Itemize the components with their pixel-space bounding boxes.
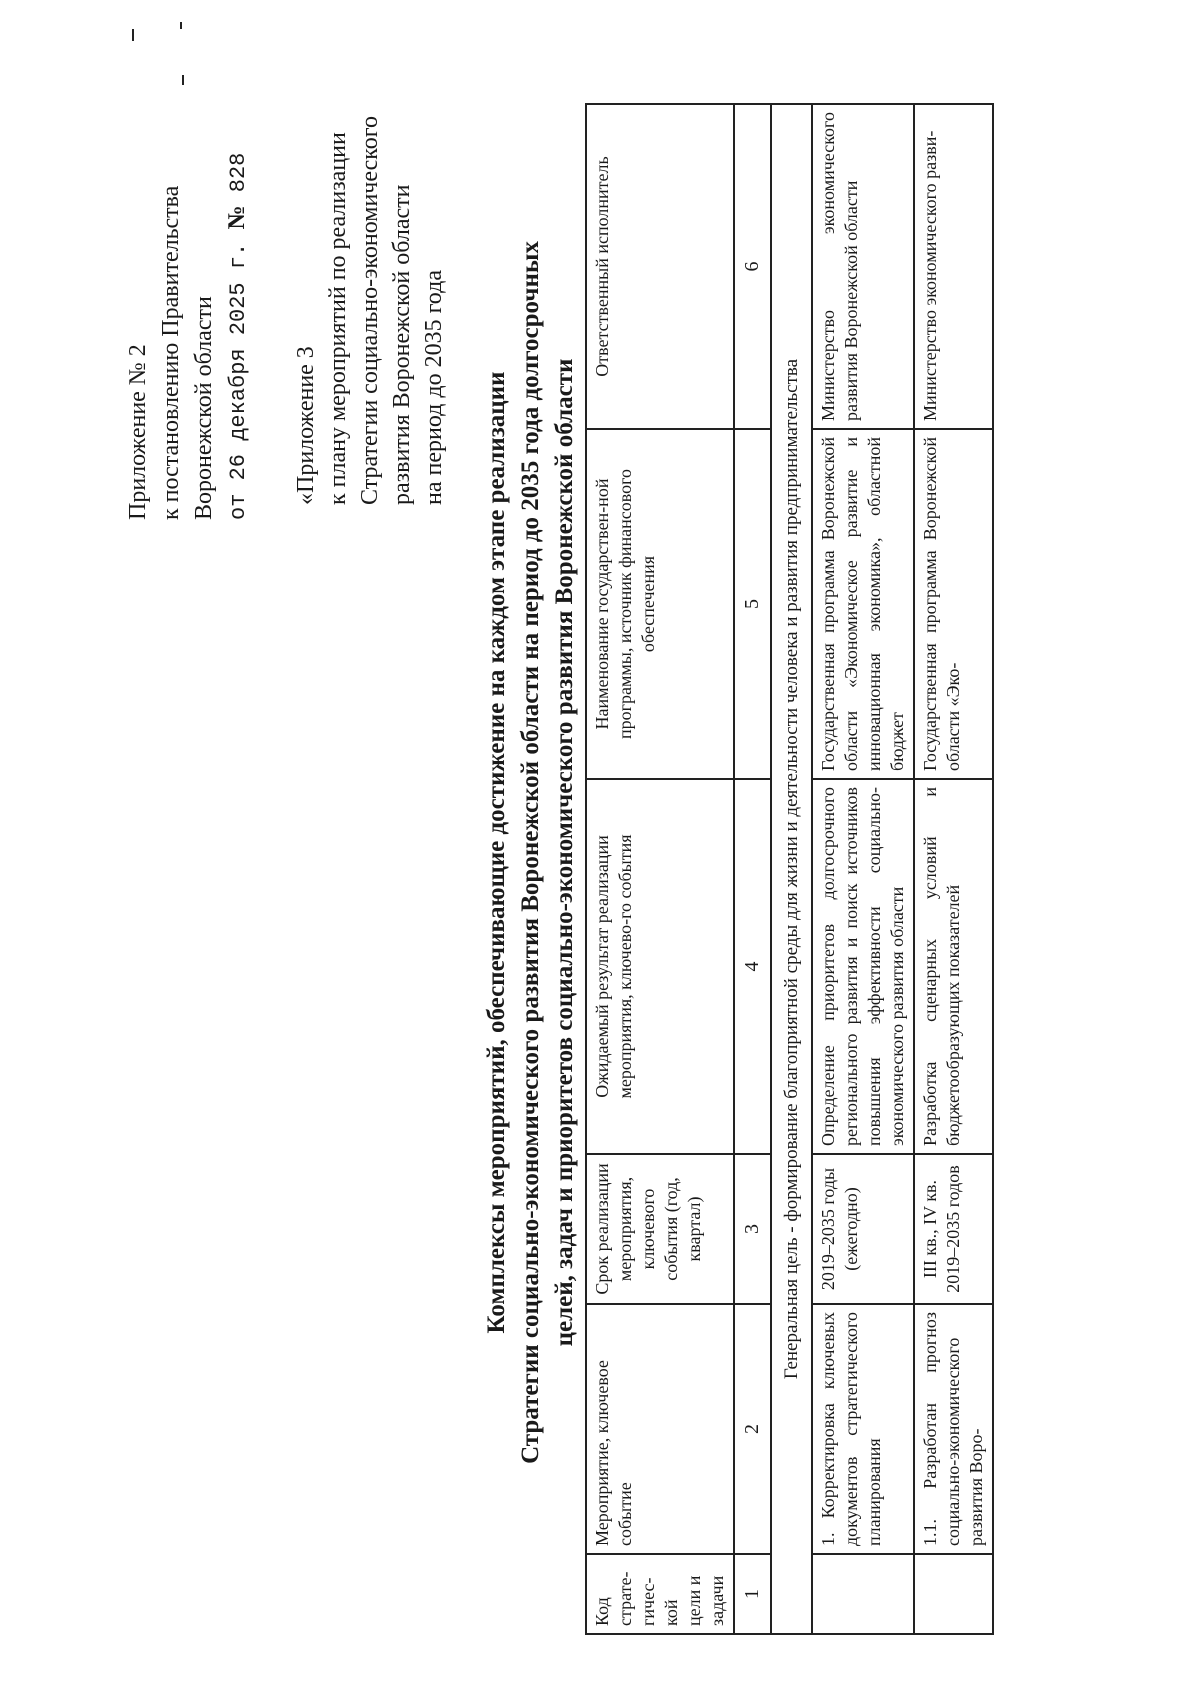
- title-line: Стратегии социально-экономического развития Воронежской области на период до 2035 года долгосрочных: [517, 241, 544, 1464]
- scan-mark: [182, 75, 184, 85]
- appendix-line: к постановлению Правительства: [158, 185, 184, 520]
- cell-executor: Министерство экономического развития Воронежской области: [812, 104, 914, 429]
- column-number: 2: [734, 1304, 771, 1554]
- cell-measure: 1. Корректировка ключевых документов стратегического планирования: [812, 1304, 914, 1554]
- prior-line: к плану мероприятий по реализации: [325, 132, 351, 505]
- column-number-row: [734, 104, 771, 1634]
- cell-result: Определение приоритетов долгосрочного регионального развития и поиск источников повышения эффективности социально-экономического развития области: [812, 779, 914, 1154]
- measures-table: [585, 103, 994, 1635]
- appendix-date: [221, 153, 255, 520]
- general-goal-row: [771, 104, 812, 1634]
- cell-term: III кв., IV кв. 2019–2035 годов: [914, 1154, 993, 1304]
- appendix-line: Приложение № 2: [125, 344, 151, 520]
- cell-program: Государственная программа Воронежской области «Экономическое развитие и инновационная экономика», областной бюджет: [812, 429, 914, 779]
- column-number: 6: [734, 104, 771, 429]
- title-line: целей, задач и приоритетов социально-экономического развития Воронежской области: [551, 358, 578, 1347]
- cell-measure: 1.1. Разработан прогноз социально-экономического развития Воро-: [914, 1304, 993, 1554]
- cell-term: 2019–2035 годы (ежегодно): [812, 1154, 914, 1304]
- cell-result: Разработка сценарных условий и бюджетообразующих показателей: [914, 779, 993, 1154]
- appendix-date-text: от 26 декабря 2025 г.: [226, 242, 251, 520]
- cell-code: [812, 1554, 914, 1634]
- header-code: Код страте-гичес-кой цели и задачи: [586, 1554, 734, 1634]
- prior-appendix-block: [290, 116, 450, 505]
- scan-mark: [180, 22, 182, 29]
- table-row: [914, 104, 993, 1634]
- appendix-line: Воронежской области: [191, 296, 217, 520]
- header-row: [586, 104, 734, 1634]
- header-term: Срок реализации мероприятия, ключевого события (год, квартал): [586, 1154, 734, 1304]
- scan-mark: [132, 29, 134, 41]
- prior-line: на период до 2035 года: [421, 270, 447, 505]
- cell-program: Государственная программа Воронежской области «Эко-: [914, 429, 993, 779]
- table-row: [812, 104, 914, 1634]
- column-number: 3: [734, 1154, 771, 1304]
- prior-line: «Приложение 3: [293, 346, 319, 505]
- column-number: 1: [734, 1554, 771, 1634]
- appendix-number: 828: [226, 152, 251, 193]
- prior-line: развития Воронежской области: [389, 184, 415, 505]
- document-title: [480, 0, 582, 1705]
- general-goal: Генеральная цель - формирование благоприятной среды для жизни и деятельности человека и развития предпринимательства: [771, 104, 812, 1634]
- number-sign: №: [224, 205, 250, 230]
- appendix-block: [122, 153, 255, 520]
- prior-line: Стратегии социально-экономического: [357, 116, 383, 505]
- column-number: 4: [734, 779, 771, 1154]
- title-line: Комплексы мероприятий, обеспечивающие достижение на каждом этапе реализации: [483, 371, 510, 1334]
- cell-executor: Министерство экономического разви-: [914, 104, 993, 429]
- header-measure: Мероприятие, ключевое событие: [586, 1304, 734, 1554]
- column-number: 5: [734, 429, 771, 779]
- cell-code: [914, 1554, 993, 1634]
- header-executor: Ответственный исполнитель: [586, 104, 734, 429]
- header-program: Наименование государствен-ной программы, источник финансового обеспечения: [586, 429, 734, 779]
- header-result: Ожидаемый результат реализации мероприятия, ключево-го события: [586, 779, 734, 1154]
